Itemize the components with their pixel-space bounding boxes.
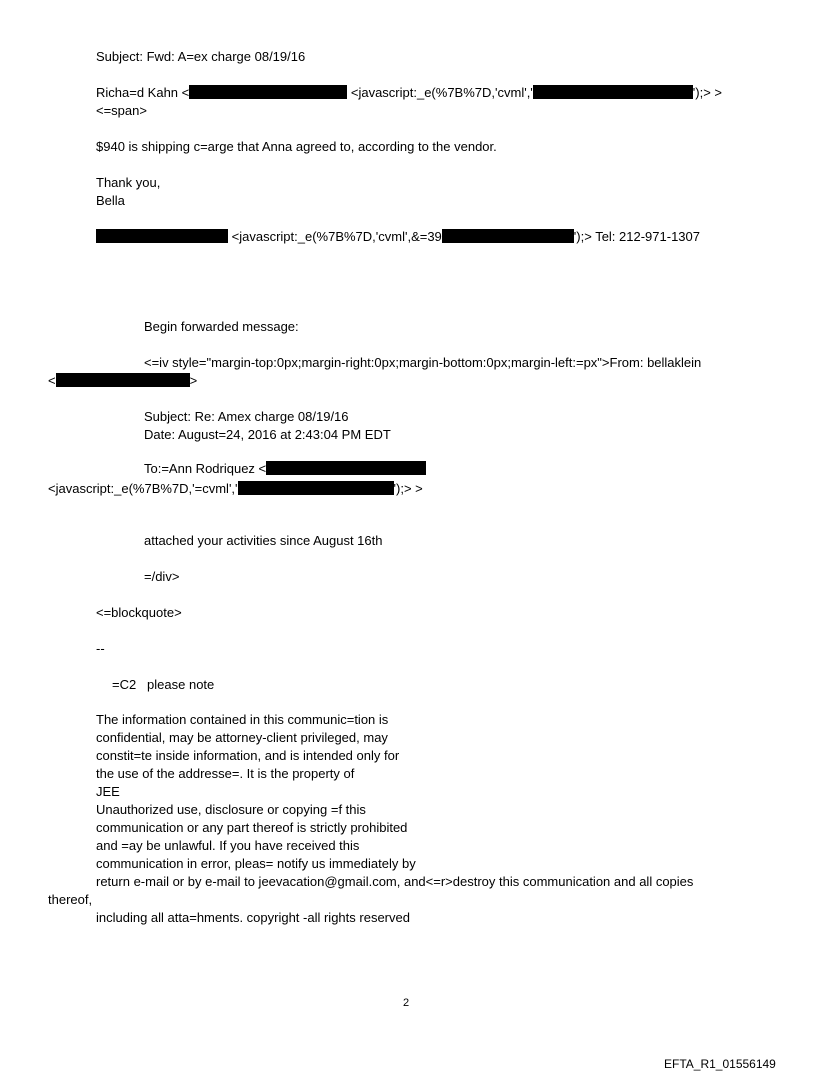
disclaimer-line: constit=te inside information, and is intended only for — [96, 748, 400, 763]
signature-js: <javascript:_e(%7B%7D,'cvml',&=39 — [231, 229, 442, 244]
subject-line: Subject: Fwd: A=ex charge 08/19/16 — [96, 49, 306, 64]
forwarded-email-line — [48, 372, 197, 390]
body-text: $940 is shipping c=arge that Anna agreed to, according to the vendor. — [96, 139, 497, 154]
dashes-line: -- — [96, 641, 105, 656]
to-name: To:=Ann Rodriquez < — [144, 461, 267, 476]
div-close-line: =/div> — [144, 569, 180, 584]
from-line — [96, 84, 722, 102]
redaction-box — [533, 85, 693, 99]
disclaimer-line: the use of the addresse=. It is the property of — [96, 766, 355, 781]
forwarded-to-line — [144, 460, 426, 478]
from-js-end: ');> > — [692, 85, 723, 100]
forwarded-div-line: <=iv style="margin-top:0px;margin-right:0px;margin-bottom:0px;margin-left:=px">From: bellaklein — [144, 355, 702, 370]
disclaimer-line: Unauthorized use, disclosure or copying =f this — [96, 802, 366, 817]
from-name: Richa=d Kahn < — [96, 85, 190, 100]
attached-line: attached your activities since August 16th — [144, 533, 383, 548]
forwarded-to-js-line — [48, 480, 423, 498]
signoff-line: Bella — [96, 193, 125, 208]
signature-tel: ');> Tel: 212-971-1307 — [573, 229, 700, 244]
redaction-box — [96, 229, 228, 243]
gt-char: > — [189, 373, 198, 388]
redaction-box — [56, 373, 190, 387]
disclaimer-line: and =ay be unlawful. If you have received this — [96, 838, 360, 853]
disclaimer-line: communication or any part thereof is strictly prohibited — [96, 820, 408, 835]
redaction-box — [266, 461, 426, 475]
disclaimer-line: confidential, may be attorney-client privileged, may — [96, 730, 388, 745]
redaction-box — [238, 481, 394, 495]
disclaimer-line: The information contained in this communic=tion is — [96, 712, 389, 727]
redaction-box — [442, 229, 574, 243]
c2-note-line: =C2 please note — [112, 677, 215, 692]
disclaimer-line: return e-mail or by e-mail to jeevacation@gmail.com, and<=r>destroy this communication and all copies — [96, 874, 694, 889]
to-js: <javascript:_e(%7B%7D,'=cvml',' — [48, 481, 238, 496]
document-id: EFTA_R1_01556149 — [664, 1057, 776, 1071]
span-tag-line: <=span> — [96, 103, 147, 118]
disclaimer-line: JEE — [96, 784, 120, 799]
forwarded-begin: Begin forwarded message: — [144, 319, 299, 334]
page-number: 2 — [403, 997, 410, 1009]
thanks-line: Thank you, — [96, 175, 161, 190]
signature-line — [96, 228, 700, 246]
forwarded-subject: Subject: Re: Amex charge 08/19/16 — [144, 409, 349, 424]
lt-char: < — [48, 373, 56, 388]
to-js-end: ');> > — [393, 481, 423, 496]
disclaimer-line: thereof, — [48, 892, 93, 907]
forwarded-date: Date: August=24, 2016 at 2:43:04 PM EDT — [144, 427, 391, 442]
disclaimer-line: including all atta=hments. copyright -all rights reserved — [96, 910, 410, 925]
from-js: <javascript:_e(%7B%7D,'cvml',' — [350, 85, 533, 100]
redaction-box — [189, 85, 347, 99]
blockquote-line: <=blockquote> — [96, 605, 182, 620]
disclaimer-line: communication in error, pleas= notify us immediately by — [96, 856, 416, 871]
